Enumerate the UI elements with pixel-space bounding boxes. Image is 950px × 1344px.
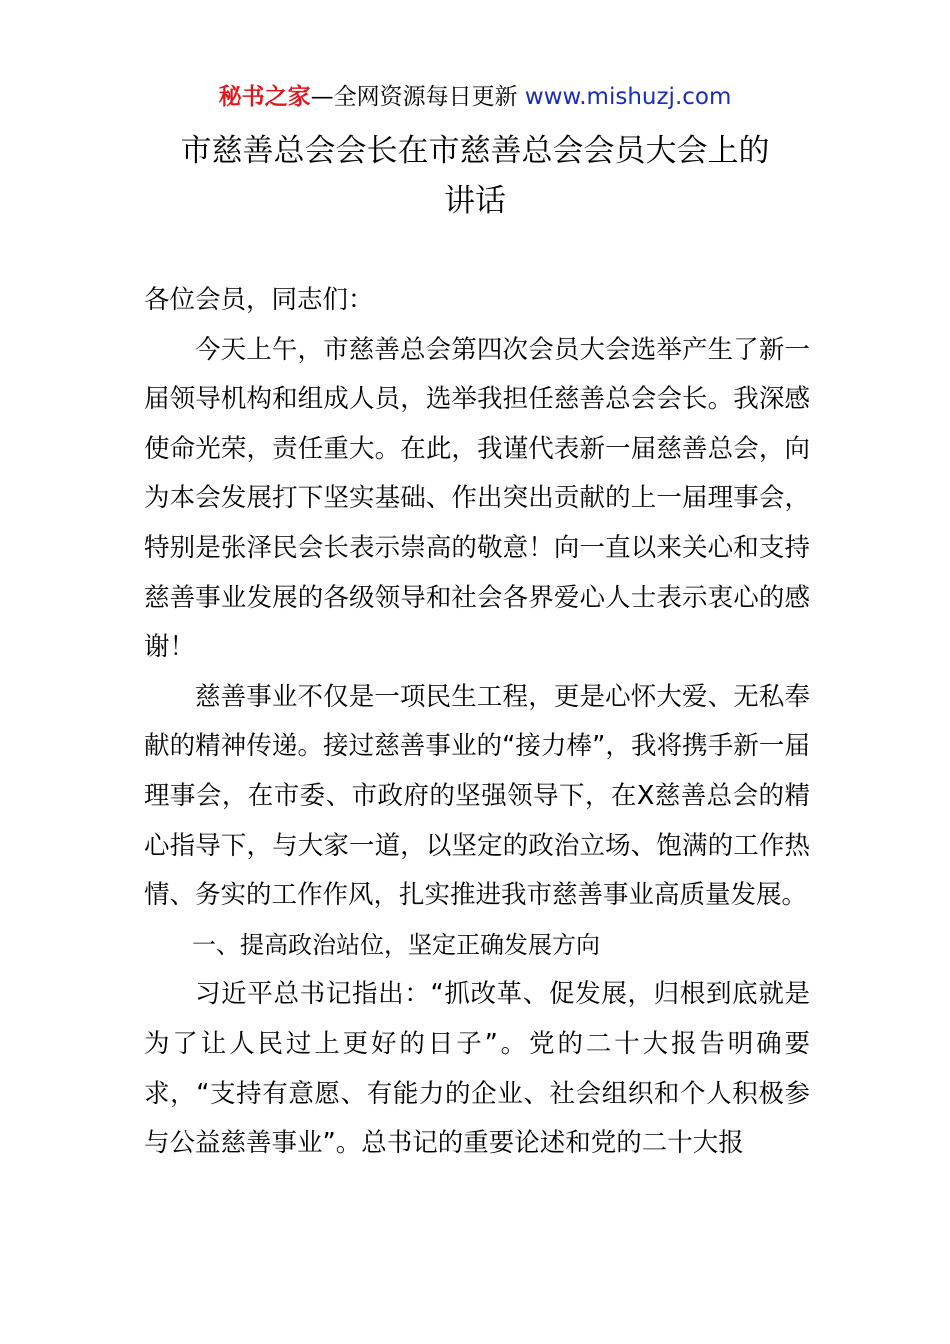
section-heading-1: 一、提高政治站位，坚定正确发展方向 [192, 930, 600, 959]
body-paragraph-opening: 今天上午，市慈善总会第四次会员大会选举产生了新一届领导机构和组成人员，选举我担任慈善总会会长。我深感使命光荣，责任重大。在此，我谨代表新一届慈善总会，向为本会发展打下坚实基础、作出突出贡献的上一届理事会，特别是张泽民会长表示崇高的敬意！向一直以来关心和支持慈善事业发展的各级领导和社会各界爱心人士表示衷心的感谢！ [144, 334, 810, 663]
site-tagline: —全网资源每日更新 [310, 84, 525, 110]
document-title [0, 126, 950, 226]
document-body [144, 276, 810, 1169]
site-header-banner [0, 80, 950, 114]
body-paragraph-section-1: 习近平总书记指出：“抓改革、促发展，归根到底就是为了让人民过上更好的日子”。党的二十大报告明确要求，“支持有意愿、有能力的企业、社会组织和个人积极参与公益慈善事业”。总书记的重要论述和党的二十大报 [144, 979, 810, 1159]
salutation: 各位会员，同志们： [144, 285, 374, 315]
document-title-line-2: 讲话 [444, 183, 506, 219]
site-brand-name: 秘书之家 [218, 84, 311, 110]
body-paragraph-mission: 慈善事业不仅是一项民生工程，更是心怀大爱、无私奉献的精神传递。接过慈善事业的“接力棒”，我将携手新一届理事会，在市委、市政府的坚强领导下，在X慈善总会的精心指导下，与大家一道，以坚定的政治立场、饱满的工作热情、务实的工作作风，扎实推进我市慈善事业高质量发展。 [144, 681, 810, 911]
document-title-line-1: 市慈善总会会长在市慈善总会会员大会上的 [180, 133, 770, 169]
site-url-link[interactable]: www.mishuzj.com [524, 84, 732, 110]
